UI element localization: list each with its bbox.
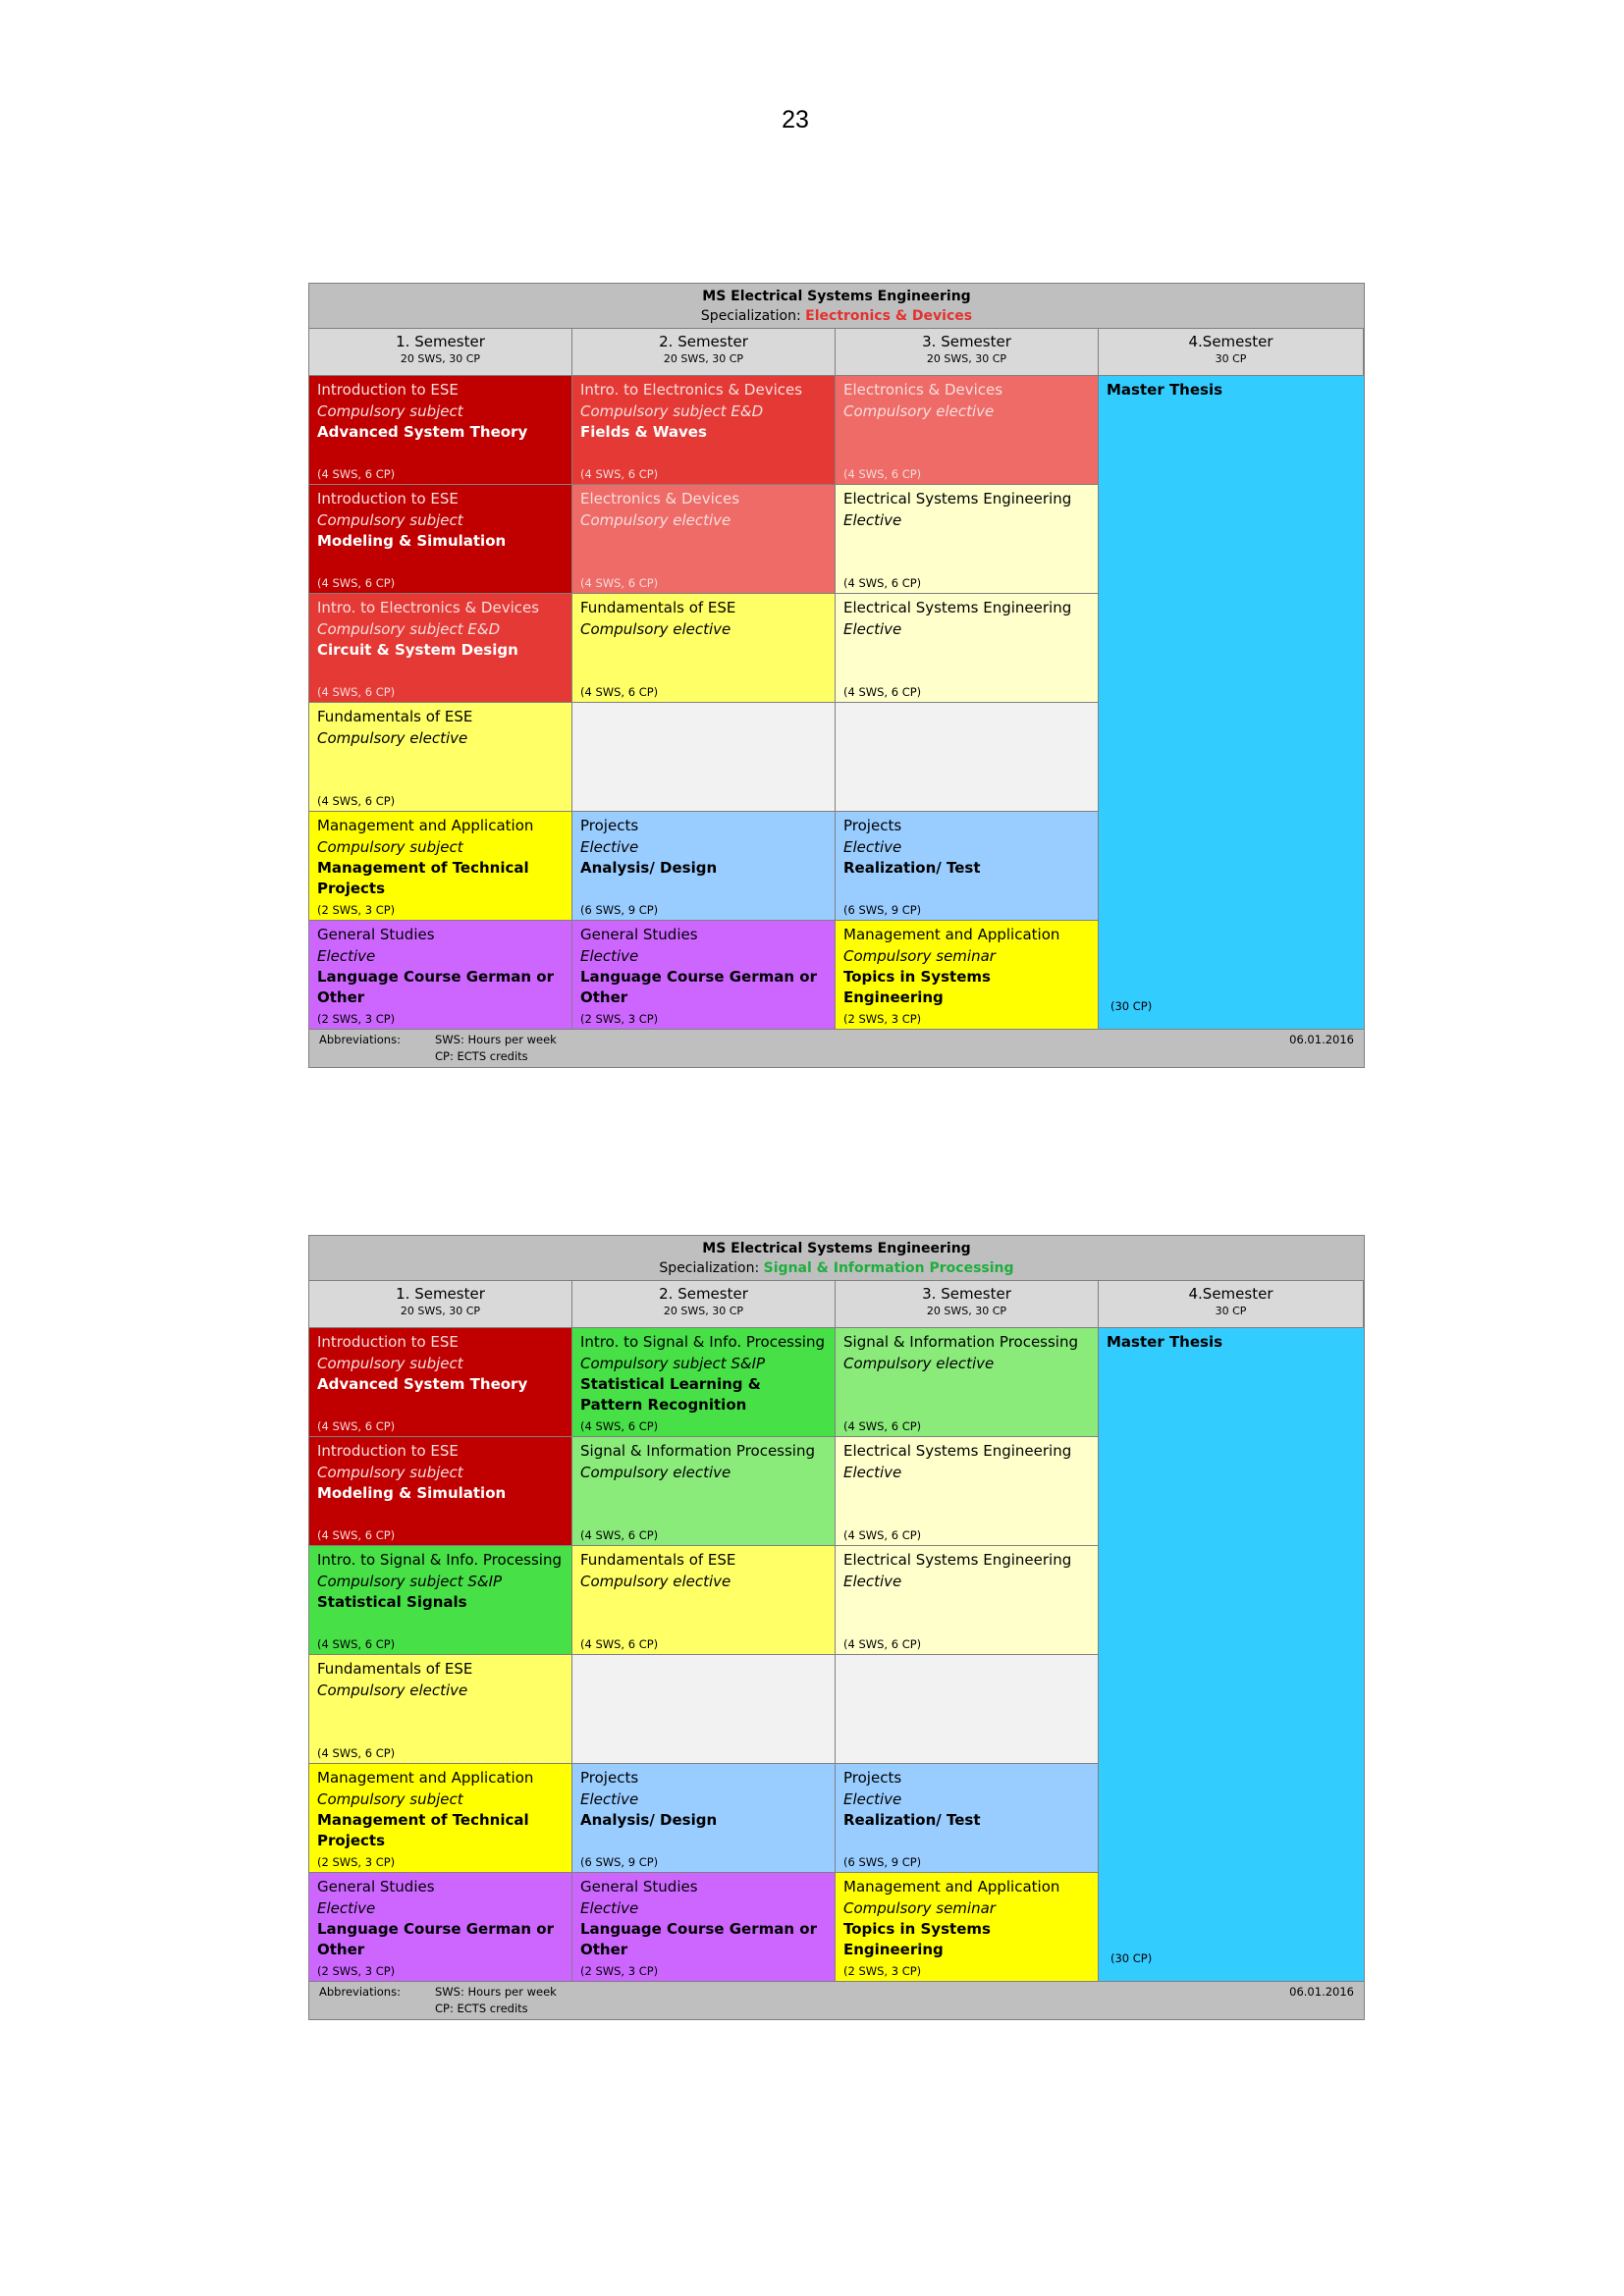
semester-header-2 xyxy=(572,329,836,375)
module-credits: (4 SWS, 6 CP) xyxy=(580,576,659,590)
module-cell xyxy=(836,1872,1099,1981)
module-type: Compulsory subject E&D xyxy=(317,620,501,638)
thesis-label: Master Thesis xyxy=(1107,381,1223,399)
module-cell xyxy=(309,920,572,1029)
module-type: Compulsory elective xyxy=(580,1573,731,1590)
module-cell xyxy=(836,1327,1099,1436)
abbreviations-label: Abbreviations: xyxy=(319,1033,401,1046)
module-title: Advanced System Theory xyxy=(317,1375,528,1393)
module-title: Modeling & Simulation xyxy=(317,532,507,550)
module-title: Analysis/ Design xyxy=(580,1811,718,1829)
specialization-line xyxy=(309,306,1364,326)
master-thesis-cell xyxy=(1099,1327,1364,1981)
module-cell xyxy=(836,1763,1099,1872)
module-credits: (4 SWS, 6 CP) xyxy=(580,467,659,481)
module-area: Projects xyxy=(843,1769,902,1787)
semester-header-4 xyxy=(1099,329,1364,375)
module-type: Elective xyxy=(843,1464,902,1481)
empty-cell xyxy=(836,1654,1099,1763)
module-type: Elective xyxy=(843,511,902,529)
plan-title: MS Electrical Systems Engineering xyxy=(702,1241,971,1256)
module-type: Elective xyxy=(843,838,902,856)
module-cell xyxy=(309,593,572,702)
abbreviations-list xyxy=(435,1984,557,2017)
module-type: Compulsory subject xyxy=(317,402,463,420)
module-area: Projects xyxy=(580,817,639,834)
module-credits: (4 SWS, 6 CP) xyxy=(317,1637,396,1651)
module-area: Introduction to ESE xyxy=(317,1333,459,1351)
module-credits: (4 SWS, 6 CP) xyxy=(317,576,396,590)
module-area: Management and Application xyxy=(317,817,534,834)
empty-cell xyxy=(572,702,836,811)
module-title: Management of Technical Projects xyxy=(317,859,529,897)
module-cell xyxy=(309,1436,572,1545)
module-title: Statistical Signals xyxy=(317,1593,467,1611)
empty-cell xyxy=(572,1654,836,1763)
module-cell xyxy=(572,1327,836,1436)
module-type: Compulsory subject xyxy=(317,511,463,529)
module-type: Compulsory elective xyxy=(317,729,468,747)
plan-date: 06.01.2016 xyxy=(1289,1033,1354,1046)
module-type: Elective xyxy=(843,620,902,638)
module-type: Compulsory subject xyxy=(317,1464,463,1481)
specialization-line xyxy=(309,1258,1364,1278)
module-title: Realization/ Test xyxy=(843,1811,981,1829)
abbreviations-label: Abbreviations: xyxy=(319,1985,401,1999)
module-type: Compulsory elective xyxy=(843,402,995,420)
semester-header-4 xyxy=(1099,1281,1364,1327)
module-credits: (2 SWS, 3 CP) xyxy=(580,1012,659,1026)
semester-name: 4.Semester xyxy=(1188,1285,1273,1303)
module-cell xyxy=(309,1545,572,1654)
module-title: Topics in Systems Engineering xyxy=(843,1920,991,1958)
module-title: Statistical Learning & Pattern Recognition xyxy=(580,1375,761,1414)
module-cell xyxy=(572,1545,836,1654)
module-type: Compulsory seminar xyxy=(843,947,996,965)
module-title: Topics in Systems Engineering xyxy=(843,968,991,1006)
module-type: Compulsory elective xyxy=(580,620,731,638)
module-cell xyxy=(572,920,836,1029)
module-credits: (4 SWS, 6 CP) xyxy=(317,1419,396,1433)
study-plan-signal-information-processing xyxy=(308,1235,1365,2020)
module-area: Intro. to Electronics & Devices xyxy=(317,599,540,616)
module-type: Compulsory elective xyxy=(843,1355,995,1372)
semester-credits: 20 SWS, 30 CP xyxy=(400,352,481,365)
semester-credits: 20 SWS, 30 CP xyxy=(663,1305,744,1317)
module-area: Electronics & Devices xyxy=(843,381,1003,399)
specialization-label: Specialization: xyxy=(700,308,801,324)
plan-footer xyxy=(309,1029,1364,1067)
module-type: Compulsory elective xyxy=(580,1464,731,1481)
module-title: Language Course German or Other xyxy=(317,968,554,1006)
module-cell xyxy=(836,1545,1099,1654)
module-credits: (2 SWS, 3 CP) xyxy=(843,1012,922,1026)
module-cell xyxy=(309,1872,572,1981)
module-cell xyxy=(309,484,572,593)
module-cell xyxy=(836,484,1099,593)
module-cell xyxy=(309,702,572,811)
abbr-sws: SWS: Hours per week xyxy=(435,1033,557,1046)
module-credits: (6 SWS, 9 CP) xyxy=(580,903,659,917)
module-credits: (4 SWS, 6 CP) xyxy=(317,1528,396,1542)
module-area: Fundamentals of ESE xyxy=(317,708,473,725)
semester-name: 1. Semester xyxy=(396,333,485,350)
module-cell xyxy=(836,1436,1099,1545)
module-title: Advanced System Theory xyxy=(317,423,528,441)
module-type: Elective xyxy=(843,1573,902,1590)
module-type: Elective xyxy=(843,1790,902,1808)
module-cell xyxy=(836,593,1099,702)
module-credits: (2 SWS, 3 CP) xyxy=(580,1964,659,1978)
semester-header-3 xyxy=(836,1281,1099,1327)
module-type: Compulsory subject xyxy=(317,1790,463,1808)
module-area: Management and Application xyxy=(317,1769,534,1787)
abbr-cp: CP: ECTS credits xyxy=(435,2002,528,2015)
semester-header-2 xyxy=(572,1281,836,1327)
module-cell xyxy=(572,1872,836,1981)
module-type: Compulsory subject xyxy=(317,838,463,856)
study-plan-electronics-devices xyxy=(308,283,1365,1068)
module-credits: (4 SWS, 6 CP) xyxy=(317,685,396,699)
module-credits: (6 SWS, 9 CP) xyxy=(843,903,922,917)
module-credits: (4 SWS, 6 CP) xyxy=(580,685,659,699)
module-type: Compulsory subject S&IP xyxy=(580,1355,766,1372)
specialization-name: Electronics & Devices xyxy=(805,308,973,324)
module-cell xyxy=(572,484,836,593)
module-credits: (2 SWS, 3 CP) xyxy=(317,903,396,917)
module-cell xyxy=(309,1327,572,1436)
module-credits: (2 SWS, 3 CP) xyxy=(317,1964,396,1978)
semester-credits: 20 SWS, 30 CP xyxy=(663,352,744,365)
module-cell xyxy=(572,1436,836,1545)
module-cell xyxy=(836,811,1099,920)
module-area: Electrical Systems Engineering xyxy=(843,1551,1072,1569)
module-cell xyxy=(572,593,836,702)
module-cell xyxy=(572,811,836,920)
module-title: Realization/ Test xyxy=(843,859,981,877)
module-area: Signal & Information Processing xyxy=(843,1333,1079,1351)
module-type: Elective xyxy=(580,947,639,965)
semester-name: 4.Semester xyxy=(1188,333,1273,350)
semester-name: 2. Semester xyxy=(659,1285,748,1303)
module-credits: (4 SWS, 6 CP) xyxy=(317,467,396,481)
thesis-label: Master Thesis xyxy=(1107,1333,1223,1351)
page-number: 23 xyxy=(782,106,809,133)
module-type: Elective xyxy=(580,1790,639,1808)
module-area: Fundamentals of ESE xyxy=(317,1660,473,1678)
module-area: Electronics & Devices xyxy=(580,490,740,507)
thesis-credits: (30 CP) xyxy=(1110,1951,1153,1965)
module-area: General Studies xyxy=(580,1878,698,1896)
module-credits: (4 SWS, 6 CP) xyxy=(580,1419,659,1433)
module-type: Compulsory seminar xyxy=(843,1899,996,1917)
semester-name: 1. Semester xyxy=(396,1285,485,1303)
module-type: Compulsory subject E&D xyxy=(580,402,764,420)
plan-header xyxy=(309,284,1364,329)
abbr-sws: SWS: Hours per week xyxy=(435,1985,557,1999)
module-area: Fundamentals of ESE xyxy=(580,599,736,616)
semester-name: 3. Semester xyxy=(922,333,1011,350)
semester-credits: 20 SWS, 30 CP xyxy=(400,1305,481,1317)
module-area: General Studies xyxy=(317,926,435,943)
module-type: Compulsory subject xyxy=(317,1355,463,1372)
module-type: Elective xyxy=(580,1899,639,1917)
module-type: Elective xyxy=(317,947,376,965)
module-credits: (2 SWS, 3 CP) xyxy=(843,1964,922,1978)
module-credits: (4 SWS, 6 CP) xyxy=(317,794,396,808)
module-area: Electrical Systems Engineering xyxy=(843,490,1072,507)
semester-header-3 xyxy=(836,329,1099,375)
plan-title: MS Electrical Systems Engineering xyxy=(702,289,971,304)
semester-name: 3. Semester xyxy=(922,1285,1011,1303)
module-credits: (2 SWS, 3 CP) xyxy=(317,1012,396,1026)
module-area: Fundamentals of ESE xyxy=(580,1551,736,1569)
module-area: Electrical Systems Engineering xyxy=(843,1442,1072,1460)
plan-date: 06.01.2016 xyxy=(1289,1985,1354,1999)
module-credits: (6 SWS, 9 CP) xyxy=(843,1855,922,1869)
module-cell xyxy=(836,920,1099,1029)
module-type: Elective xyxy=(317,1899,376,1917)
specialization-label: Specialization: xyxy=(659,1260,760,1276)
module-type: Elective xyxy=(580,838,639,856)
module-area: Introduction to ESE xyxy=(317,490,459,507)
semester-credits: 30 CP xyxy=(1215,1305,1247,1317)
semester-credits: 20 SWS, 30 CP xyxy=(926,1305,1007,1317)
module-area: Introduction to ESE xyxy=(317,1442,459,1460)
thesis-credits: (30 CP) xyxy=(1110,999,1153,1013)
module-cell xyxy=(309,375,572,484)
plan-header xyxy=(309,1236,1364,1281)
module-title: Language Course German or Other xyxy=(580,968,817,1006)
module-cell xyxy=(309,811,572,920)
module-type: Compulsory subject S&IP xyxy=(317,1573,503,1590)
abbr-cp: CP: ECTS credits xyxy=(435,1049,528,1063)
module-credits: (4 SWS, 6 CP) xyxy=(580,1637,659,1651)
module-area: Intro. to Electronics & Devices xyxy=(580,381,803,399)
module-cell xyxy=(836,375,1099,484)
module-area: Introduction to ESE xyxy=(317,381,459,399)
module-area: Signal & Information Processing xyxy=(580,1442,816,1460)
module-credits: (6 SWS, 9 CP) xyxy=(580,1855,659,1869)
specialization-name: Signal & Information Processing xyxy=(763,1260,1014,1276)
module-area: Management and Application xyxy=(843,1878,1060,1896)
module-area: Electrical Systems Engineering xyxy=(843,599,1072,616)
master-thesis-cell xyxy=(1099,375,1364,1029)
module-title: Management of Technical Projects xyxy=(317,1811,529,1849)
module-area: Projects xyxy=(580,1769,639,1787)
module-title: Fields & Waves xyxy=(580,423,707,441)
module-area: Intro. to Signal & Info. Processing xyxy=(580,1333,825,1351)
module-credits: (4 SWS, 6 CP) xyxy=(843,1419,922,1433)
module-cell xyxy=(309,1763,572,1872)
module-credits: (2 SWS, 3 CP) xyxy=(317,1855,396,1869)
abbreviations-list xyxy=(435,1032,557,1065)
semester-name: 2. Semester xyxy=(659,333,748,350)
module-type: Compulsory elective xyxy=(580,511,731,529)
module-credits: (4 SWS, 6 CP) xyxy=(580,1528,659,1542)
module-title: Language Course German or Other xyxy=(580,1920,817,1958)
module-area: Management and Application xyxy=(843,926,1060,943)
module-title: Language Course German or Other xyxy=(317,1920,554,1958)
module-cell xyxy=(309,1654,572,1763)
empty-cell xyxy=(836,702,1099,811)
semester-credits: 30 CP xyxy=(1215,352,1247,365)
module-cell xyxy=(572,375,836,484)
module-title: Modeling & Simulation xyxy=(317,1484,507,1502)
plan-footer xyxy=(309,1981,1364,2019)
module-type: Compulsory elective xyxy=(317,1682,468,1699)
module-area: General Studies xyxy=(580,926,698,943)
module-area: General Studies xyxy=(317,1878,435,1896)
semester-credits: 20 SWS, 30 CP xyxy=(926,352,1007,365)
semester-header-1 xyxy=(309,1281,572,1327)
semester-header-1 xyxy=(309,329,572,375)
module-credits: (4 SWS, 6 CP) xyxy=(843,685,922,699)
module-credits: (4 SWS, 6 CP) xyxy=(317,1746,396,1760)
module-area: Projects xyxy=(843,817,902,834)
module-title: Circuit & System Design xyxy=(317,641,518,659)
module-credits: (4 SWS, 6 CP) xyxy=(843,467,922,481)
module-credits: (4 SWS, 6 CP) xyxy=(843,1637,922,1651)
module-credits: (4 SWS, 6 CP) xyxy=(843,1528,922,1542)
module-credits: (4 SWS, 6 CP) xyxy=(843,576,922,590)
module-title: Analysis/ Design xyxy=(580,859,718,877)
module-cell xyxy=(572,1763,836,1872)
module-area: Intro. to Signal & Info. Processing xyxy=(317,1551,562,1569)
